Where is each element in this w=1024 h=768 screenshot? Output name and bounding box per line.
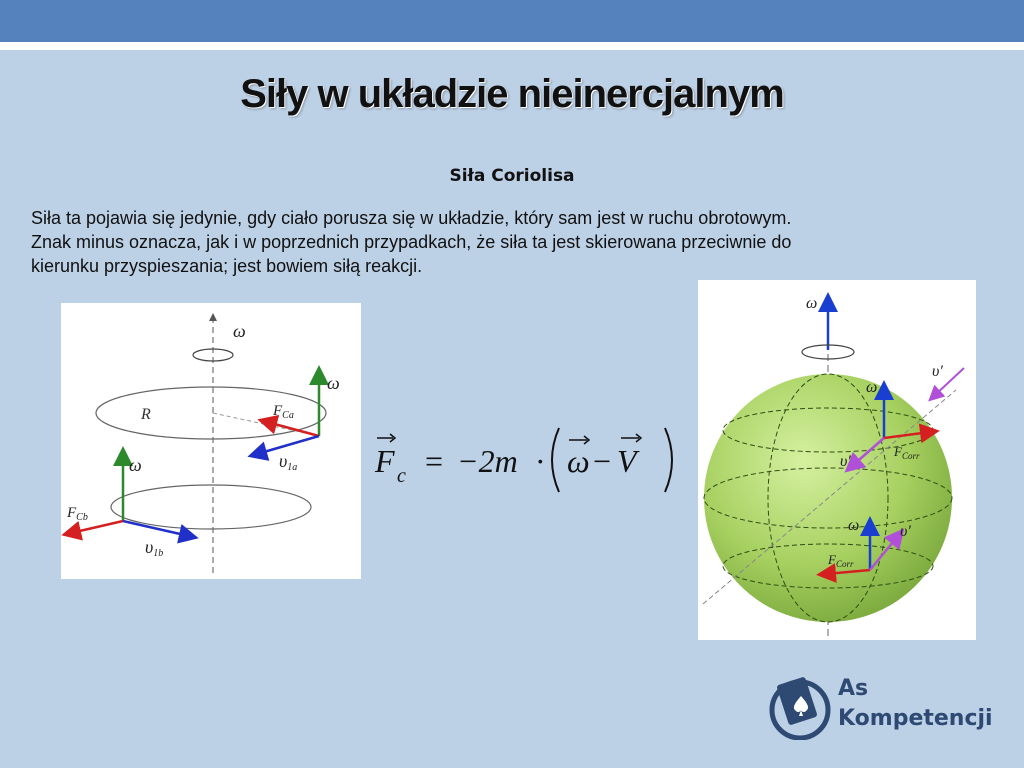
formula-lhs-sub: c bbox=[397, 465, 406, 487]
formula-omega: ω bbox=[567, 443, 590, 479]
velocity-1b-label: υ1b bbox=[145, 537, 164, 559]
omega-upper-label: ω bbox=[866, 379, 878, 396]
rotating-sphere-figure bbox=[698, 280, 976, 640]
force-vector-ca bbox=[267, 422, 319, 436]
velocity-outer-label: υ′ bbox=[932, 363, 943, 380]
rotating-sphere-diagram bbox=[698, 280, 976, 640]
as-kompetencji-logo bbox=[768, 674, 998, 744]
omega-top-label: ω bbox=[806, 295, 818, 312]
formula-equals: = bbox=[425, 443, 444, 479]
lower-disk bbox=[111, 485, 311, 529]
logo-line-2: Kompetencji bbox=[838, 706, 993, 731]
formula-v: V bbox=[617, 443, 637, 479]
velocity-1a-label: υ1a bbox=[279, 451, 298, 473]
formula-lhs: F bbox=[375, 443, 395, 479]
body-text bbox=[31, 206, 1006, 278]
force-corr-upper-label: $F_{Corr}$ bbox=[894, 444, 920, 461]
force-ca-label: $F_{Ca}$ bbox=[273, 403, 294, 421]
formula-svg bbox=[365, 420, 695, 500]
omega-a-label: ω bbox=[327, 373, 340, 393]
rotating-disks-diagram bbox=[61, 303, 361, 579]
formula-dot: · bbox=[535, 443, 546, 479]
force-corr-lower-label: $F_{Corr}$ bbox=[828, 552, 854, 569]
velocity-upper-label: υ′ bbox=[840, 453, 851, 470]
body-line: Znak minus oznacza, jak i w poprzednich przypadkach, że siła ta jest skierowana przeciwnie do bbox=[31, 232, 792, 252]
formula-coef: −2m bbox=[457, 443, 518, 479]
velocity-lower-label: υ′ bbox=[900, 523, 911, 540]
body-line: kierunku przyspieszania; jest bowiem siłą reakcji. bbox=[31, 256, 423, 276]
logo-text bbox=[838, 674, 993, 734]
slide-title: Siły w układzie nieinercjalnym bbox=[240, 72, 784, 116]
coriolis-formula bbox=[365, 420, 695, 500]
omega-top-label: ω bbox=[233, 321, 246, 341]
top-divider bbox=[0, 42, 1024, 50]
spade-card-icon bbox=[768, 674, 834, 740]
slide-subtitle: Siła Coriolisa bbox=[449, 166, 575, 186]
force-cb-label: $F_{Cb}$ bbox=[67, 505, 88, 523]
top-bar bbox=[0, 0, 1024, 42]
logo-line-1: As bbox=[838, 676, 869, 701]
velocity-vector-1a bbox=[257, 436, 319, 454]
formula-minus: − bbox=[593, 443, 612, 479]
rotating-disks-figure bbox=[61, 303, 361, 579]
omega-lower-label: ω bbox=[848, 517, 860, 534]
radius-label: R bbox=[141, 406, 151, 423]
omega-b-label: ω bbox=[129, 455, 142, 475]
body-line: Siła ta pojawia się jedynie, gdy ciało porusza się w układzie, który sam jest w ruchu obrotowym. bbox=[31, 208, 792, 228]
